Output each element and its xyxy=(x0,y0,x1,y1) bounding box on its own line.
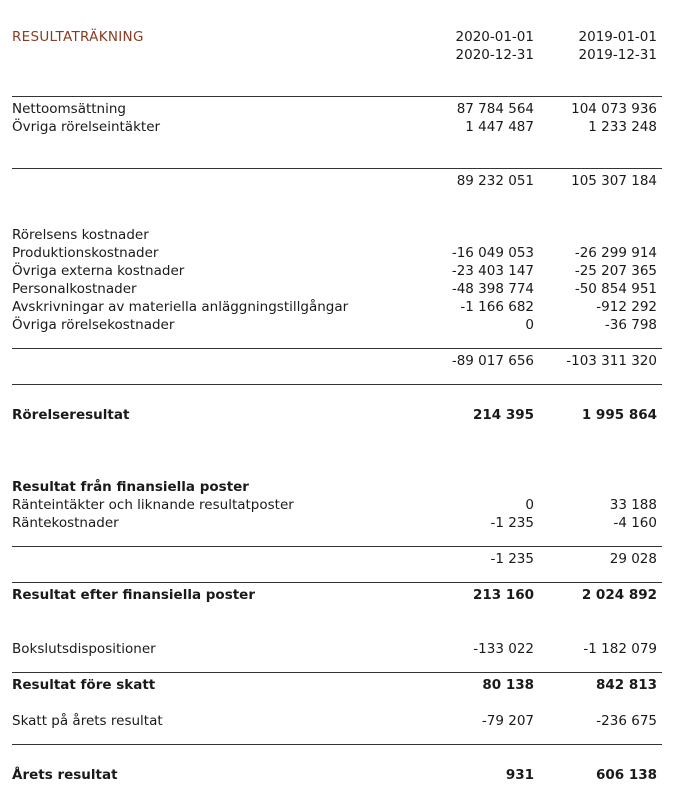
divider xyxy=(12,96,662,97)
header-row xyxy=(12,28,662,46)
current-period-start: 2020-01-01 xyxy=(455,29,534,45)
previous-value: -26 299 914 xyxy=(574,245,657,261)
current-period-end: 2020-12-31 xyxy=(455,47,534,63)
previous-value: -4 160 xyxy=(613,515,657,531)
current-value: -23 403 147 xyxy=(451,263,534,279)
previous-value: -103 311 320 xyxy=(566,353,657,369)
current-value: -48 398 774 xyxy=(451,281,534,297)
row-label: Personalkostnader xyxy=(12,281,137,297)
current-value: -1 166 682 xyxy=(460,299,534,315)
current-value: 931 xyxy=(505,767,534,783)
current-value: 80 138 xyxy=(482,677,534,693)
row-nettoomsattning xyxy=(12,100,662,118)
row-rorelsens-kostnader xyxy=(12,226,662,244)
divider xyxy=(12,672,662,673)
current-value: -133 022 xyxy=(473,641,534,657)
previous-value: -912 292 xyxy=(596,299,657,315)
divider xyxy=(12,582,662,583)
row-rantekostnader xyxy=(12,514,662,532)
current-value: -79 207 xyxy=(481,713,534,729)
previous-value: -36 798 xyxy=(604,317,657,333)
previous-value: -50 854 951 xyxy=(574,281,657,297)
divider xyxy=(12,168,662,169)
current-value: 214 395 xyxy=(472,407,534,423)
row-label: Rörelseresultat xyxy=(12,407,130,423)
row-ovriga-rorelseintakter xyxy=(12,118,662,136)
row-finansiella-rubrik xyxy=(12,478,662,496)
previous-value: -1 182 079 xyxy=(583,641,657,657)
row-avskrivningar xyxy=(12,298,662,316)
section-heading: Resultat från finansiella poster xyxy=(12,479,249,495)
row-label: Resultat efter finansiella poster xyxy=(12,587,255,603)
row-label: Produktionskostnader xyxy=(12,245,159,261)
previous-period-start: 2019-01-01 xyxy=(578,29,657,45)
current-value: 1 447 487 xyxy=(465,119,534,135)
row-ranteintakter xyxy=(12,496,662,514)
current-value: -1 235 xyxy=(490,515,534,531)
row-label: Avskrivningar av materiella anläggningstillgångar xyxy=(12,299,349,315)
header-row-end xyxy=(12,46,662,64)
row-rorelseresultat xyxy=(12,406,662,424)
row-arets-resultat xyxy=(12,766,662,784)
current-value: 87 784 564 xyxy=(456,101,534,117)
current-value: 0 xyxy=(525,317,534,333)
current-value: -1 235 xyxy=(490,551,534,567)
row-kostnader-summa xyxy=(12,352,662,370)
current-value: 213 160 xyxy=(472,587,534,603)
current-value: 0 xyxy=(525,497,534,513)
row-label: Nettoomsättning xyxy=(12,101,126,117)
row-label: Resultat före skatt xyxy=(12,677,156,693)
row-ovriga-rorelsekostnader xyxy=(12,316,662,334)
row-intakter-summa xyxy=(12,172,662,190)
row-label: Ränteintäkter och liknande resultatposter xyxy=(12,497,294,513)
row-label: Bokslutsdispositioner xyxy=(12,641,156,657)
current-value: -89 017 656 xyxy=(451,353,534,369)
divider xyxy=(12,348,662,349)
row-label: Övriga externa kostnader xyxy=(12,263,185,279)
row-label: Övriga rörelseintäkter xyxy=(12,119,161,135)
row-skatt xyxy=(12,712,662,730)
row-label: Skatt på årets resultat xyxy=(12,713,163,729)
previous-value: 33 188 xyxy=(609,497,657,513)
previous-period-end: 2019-12-31 xyxy=(578,47,657,63)
row-personalkostnader xyxy=(12,280,662,298)
statement-title: RESULTATRÄKNING xyxy=(12,29,144,45)
row-label: Övriga rörelsekostnader xyxy=(12,317,175,333)
divider xyxy=(12,546,662,547)
row-finansiella-summa xyxy=(12,550,662,568)
previous-value: 1 233 248 xyxy=(588,119,657,135)
previous-value: -236 675 xyxy=(596,713,657,729)
previous-value: 1 995 864 xyxy=(581,407,657,423)
previous-value: 2 024 892 xyxy=(581,587,657,603)
previous-value: 29 028 xyxy=(609,551,657,567)
row-label: Räntekostnader xyxy=(12,515,119,531)
row-bokslutsdispositioner xyxy=(12,640,662,658)
current-value: 89 232 051 xyxy=(456,173,534,189)
previous-value: 104 073 936 xyxy=(571,101,657,117)
previous-value: -25 207 365 xyxy=(574,263,657,279)
row-label: Årets resultat xyxy=(12,767,118,783)
previous-value: 842 813 xyxy=(595,677,657,693)
row-ovriga-externa xyxy=(12,262,662,280)
row-resultat-fore-skatt xyxy=(12,676,662,694)
previous-value: 105 307 184 xyxy=(571,173,657,189)
previous-value: 606 138 xyxy=(595,767,657,783)
current-value: -16 049 053 xyxy=(451,245,534,261)
divider xyxy=(12,384,662,385)
row-produktionskostnader xyxy=(12,244,662,262)
row-resultat-efter-finansiella xyxy=(12,586,662,604)
section-heading: Rörelsens kostnader xyxy=(12,227,149,243)
divider xyxy=(12,744,662,745)
